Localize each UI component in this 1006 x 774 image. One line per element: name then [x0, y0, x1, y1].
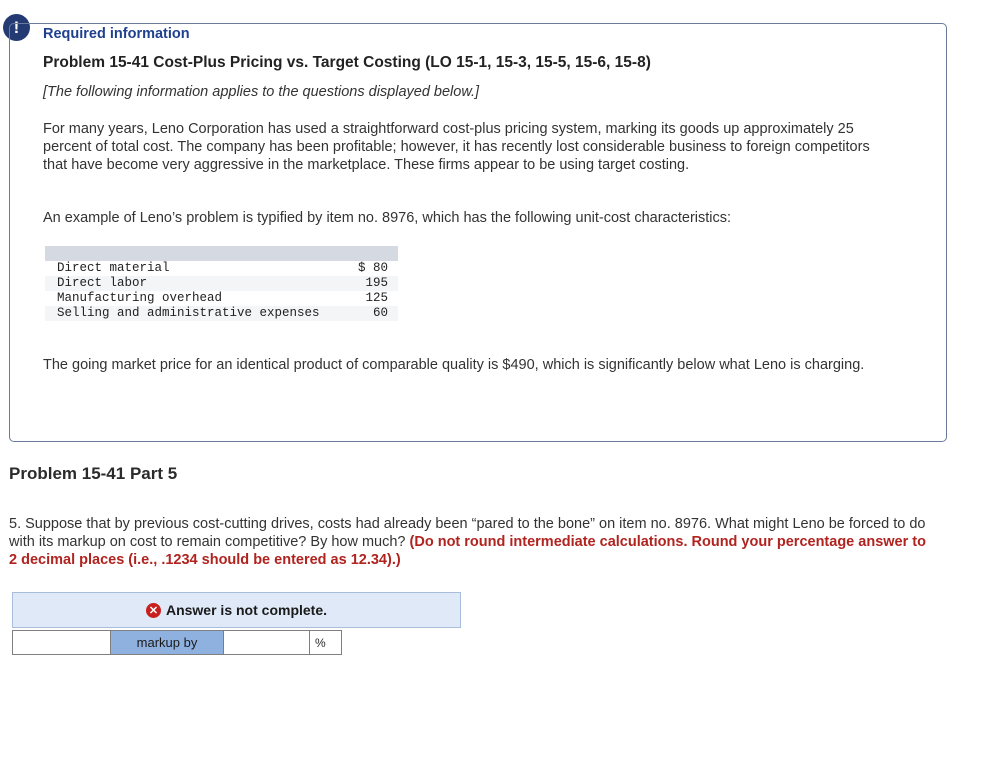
- info-note: [The following information applies to the questions displayed below.]: [43, 84, 480, 100]
- answer-status-text: Answer is not complete.: [165, 602, 328, 618]
- question-text: [9, 515, 934, 569]
- table-row: [45, 276, 398, 291]
- unit-cost-table: [45, 246, 398, 321]
- intro-paragraph: For many years, Leno Corporation has used a straightforward cost-plus pricing system, marking its goods up approximately 25 percent of total cost. The company has been profitable; however, it has recently lost considerable business to foreign competitors that have become very aggressive in the marketplace. These firms appear to be using target costing.: [43, 121, 870, 173]
- table-row: [45, 306, 398, 321]
- table-row: [45, 291, 398, 306]
- question-instruction: (Do not round intermediate calculations. Round your percentage answer to 2 decimal places (i.e., .1234 should be entered as 12.34).): [9, 534, 926, 568]
- part-title: Problem 15-41 Part 5: [9, 464, 178, 483]
- required-info-label: Required information: [43, 26, 190, 42]
- answer-blank-cell: [12, 630, 111, 655]
- markup-percent-input[interactable]: [224, 630, 310, 655]
- cost-label: Manufacturing overhead: [45, 291, 343, 306]
- cost-label: Direct material: [45, 261, 343, 276]
- market-price-paragraph: The going market price for an identical product of comparable quality is $490, which is significantly below what Leno is charging.: [43, 357, 865, 373]
- percent-unit: %: [310, 630, 342, 655]
- markup-label-cell: markup by: [111, 630, 224, 655]
- example-paragraph: An example of Leno’s problem is typified by item no. 8976, which has the following unit-cost characteristics:: [43, 210, 732, 226]
- incomplete-x-icon: ✕: [146, 603, 161, 618]
- table-row: [45, 261, 398, 276]
- table-header-band: [45, 246, 398, 261]
- cost-amount: 60: [343, 306, 398, 321]
- answer-row: [12, 630, 342, 655]
- alert-icon: !: [3, 14, 30, 41]
- cost-amount: 195: [343, 276, 398, 291]
- problem-title: Problem 15-41 Cost-Plus Pricing vs. Target Costing (LO 15-1, 15-3, 15-5, 15-6, 15-8): [43, 54, 651, 71]
- cost-amount: 125: [343, 291, 398, 306]
- question-body: 5. Suppose that by previous cost-cutting drives, costs had already been “pared to the bone” on item no. 8976. What might Leno be forced to do with its markup on cost to remain competitive? By how much?: [9, 516, 926, 550]
- cost-label: Direct labor: [45, 276, 343, 291]
- cost-label: Selling and administrative expenses: [45, 306, 343, 321]
- cost-amount: $ 80: [343, 261, 398, 276]
- answer-status-banner: [12, 592, 461, 628]
